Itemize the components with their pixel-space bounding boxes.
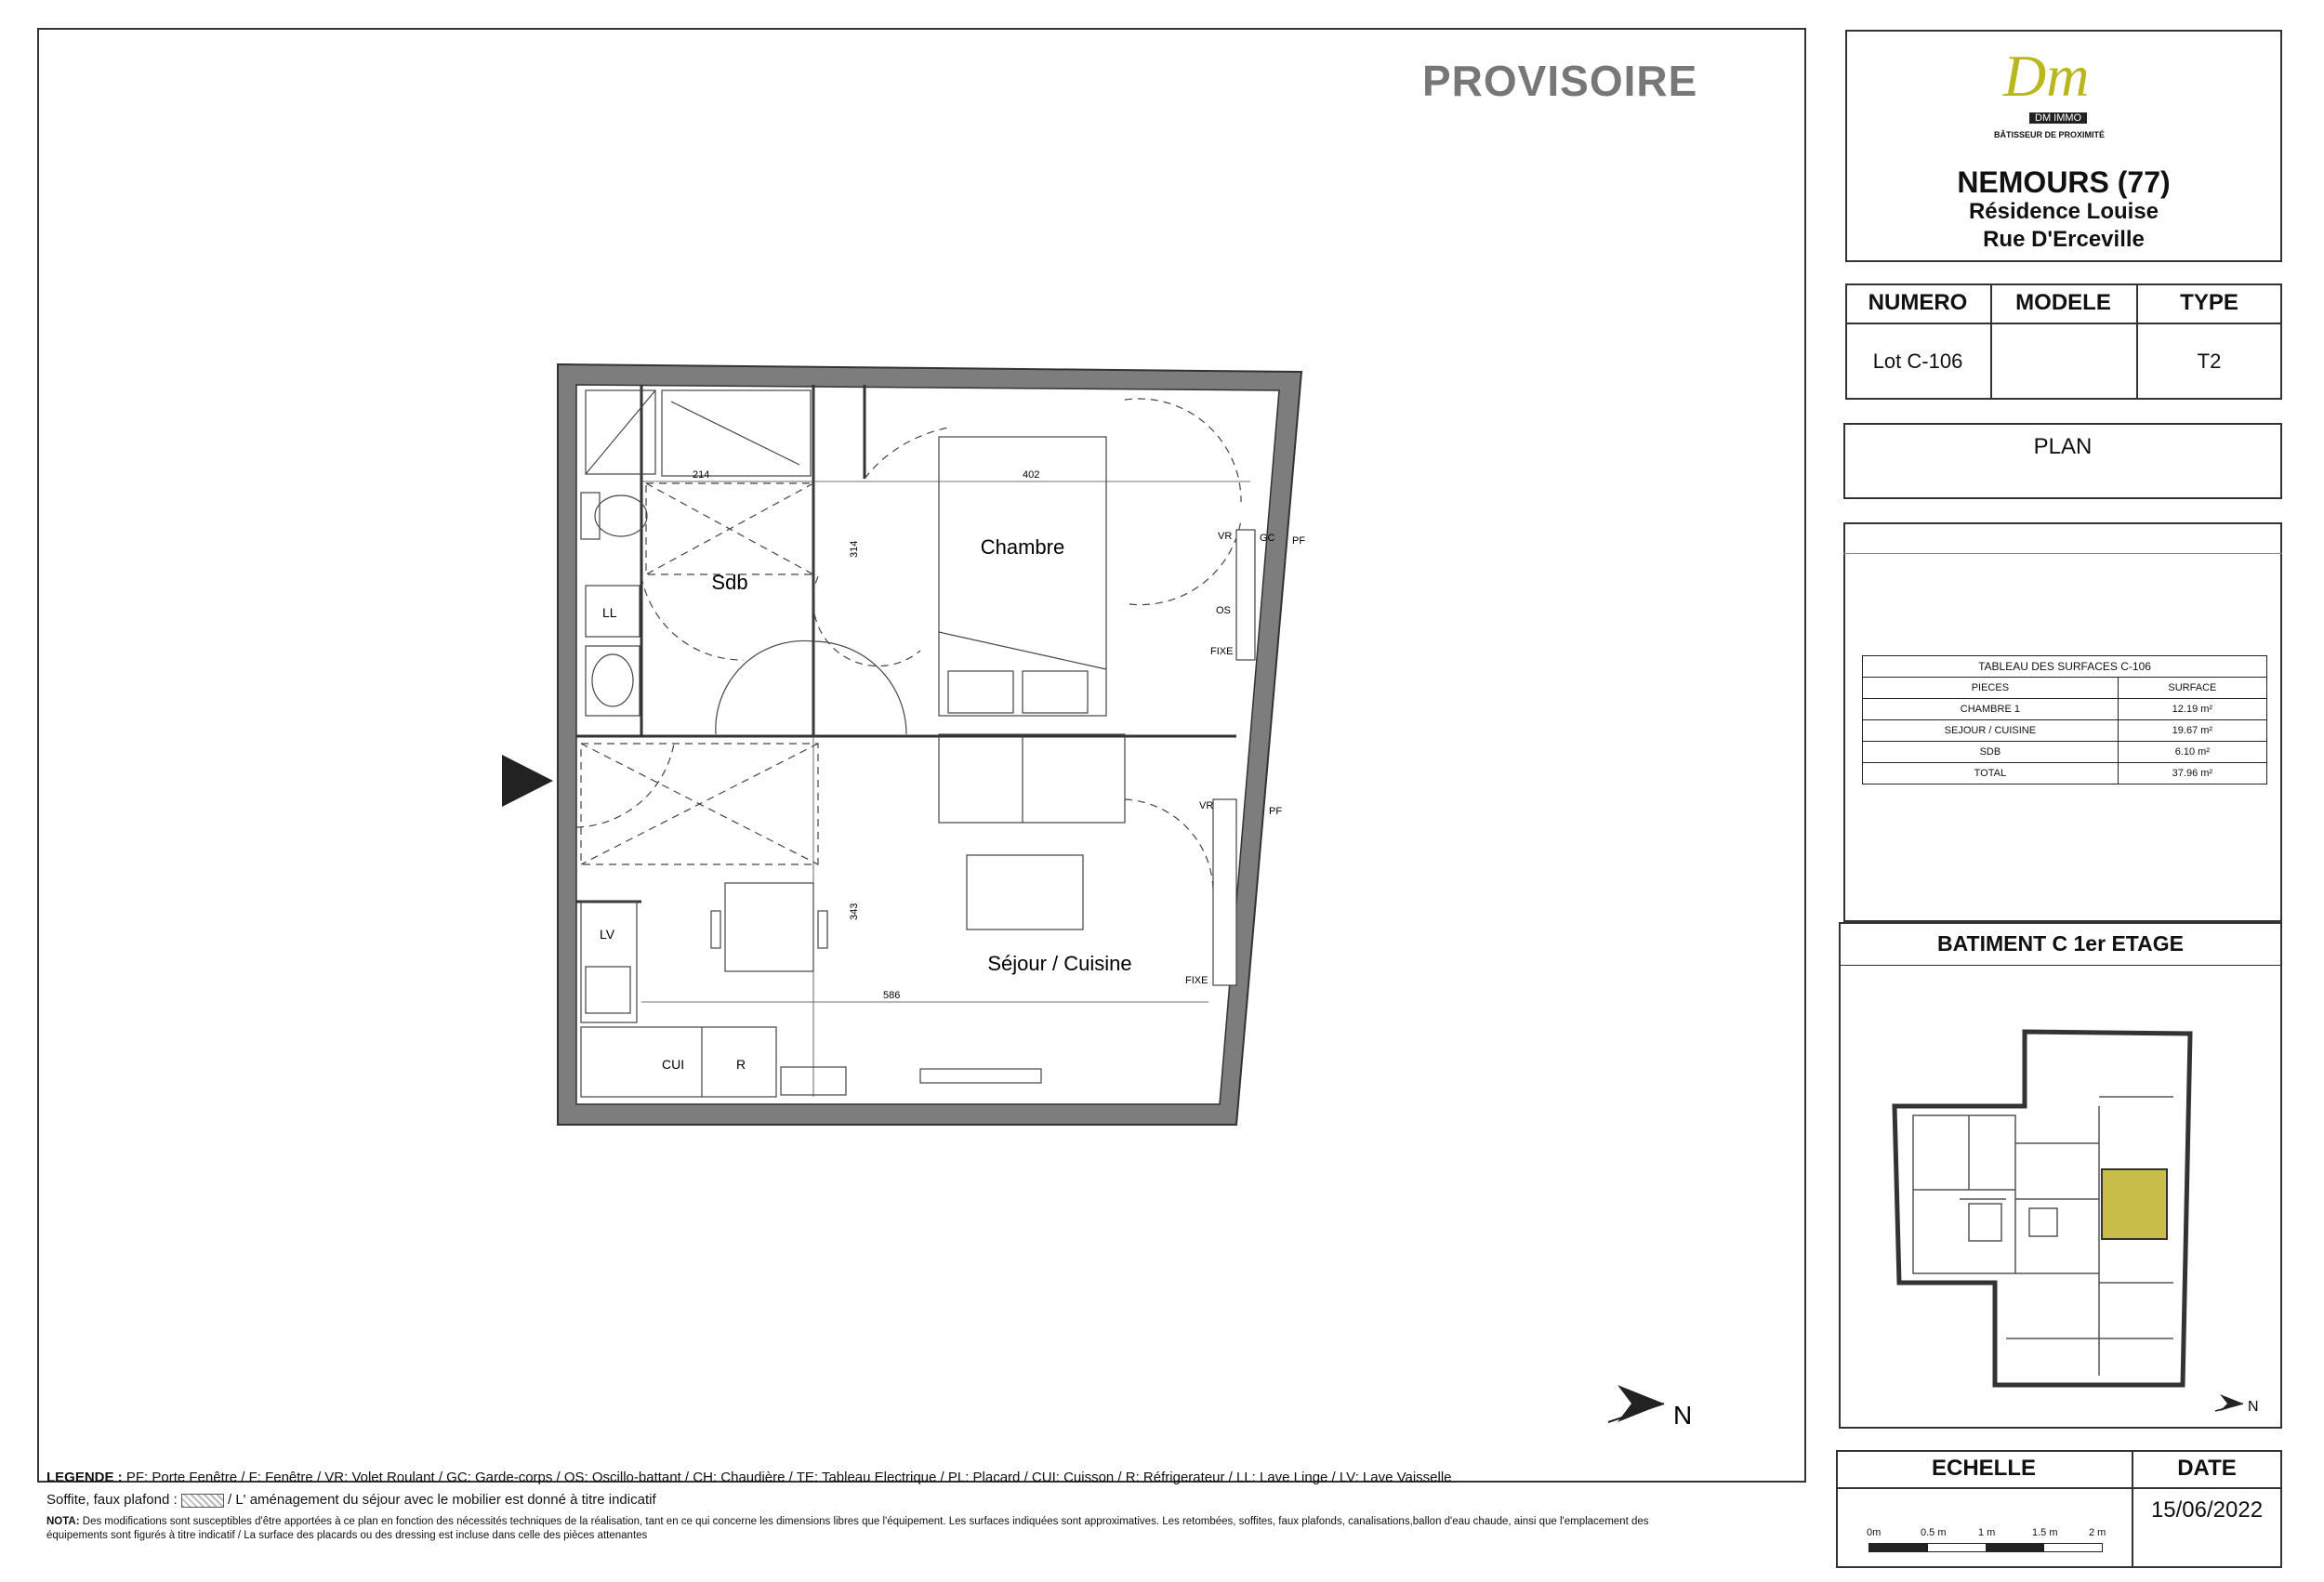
header-type: TYPE: [2180, 290, 2238, 315]
surfaces-title: TABLEAU DES SURFACES C-106: [1863, 656, 2267, 678]
building-label-divider: [1839, 965, 2282, 966]
surfaces-header-pieces: PIECES: [1863, 678, 2119, 699]
fixture-cui: CUI: [662, 1057, 685, 1072]
table-row: [1863, 720, 2267, 742]
surfaces-top-line: [1843, 553, 2282, 554]
logo-sub-label: DM IMMO: [2029, 112, 2087, 124]
fixture-lv: LV: [600, 927, 615, 942]
value-numero: Lot C-106: [1872, 349, 1963, 373]
dim-214: 214: [693, 469, 710, 481]
header-numero: NUMERO: [1868, 290, 1968, 315]
fixture-gc: GC: [1260, 533, 1275, 544]
dm-logo: [1994, 42, 2133, 144]
surface-cell: 37.96 m²: [2118, 763, 2266, 784]
nota-label: NOTA:: [46, 1516, 80, 1527]
table-row: [1863, 742, 2267, 763]
piece-cell: TOTAL: [1863, 763, 2119, 784]
dim-402: 402: [1023, 469, 1040, 481]
scale-bar: [1868, 1543, 2103, 1552]
north-label: N: [1673, 1401, 1693, 1430]
fixture-vr-1: VR: [1218, 531, 1233, 542]
legend-items: PF: Porte Fenêtre / F: Fenêtre / VR: Volet Roulant / GC: Garde-corps / OS: Oscillo-battant / CH: Chaudière / TE: Tableau Electrique / PL: Placard / CUI: Cuisson / R: Réfrigerateur / LL: Lave Linge / LV: Lave Vaisselle: [125, 1470, 1452, 1485]
project-residence: Résidence Louise: [1968, 199, 2159, 224]
scale-tick-3: 1.5 m: [2032, 1527, 2058, 1538]
fixture-pf-1: PF: [1292, 535, 1306, 547]
date-label: DATE: [2177, 1456, 2237, 1481]
legend-line-1: [46, 1469, 1452, 1486]
header-modele: MODELE: [2015, 290, 2111, 315]
logo-script: Dm: [2003, 43, 2090, 109]
fixture-vr-2: VR: [1199, 800, 1214, 811]
building-label: BATIMENT C 1er ETAGE: [1937, 930, 2184, 956]
dim-314: 314: [849, 540, 860, 558]
scale-tick-0: 0m: [1867, 1527, 1882, 1538]
fixture-fixe-1: FIXE: [1210, 646, 1234, 657]
table-row: [1863, 763, 2267, 784]
scale-tick-4: 2 m: [2089, 1527, 2106, 1538]
scale-tick-1: 0.5 m: [1921, 1527, 1947, 1538]
legend-soffite: Soffite, faux plafond :: [46, 1492, 178, 1508]
surface-cell: 6.10 m²: [2118, 742, 2266, 763]
dim-343: 343: [849, 903, 860, 920]
piece-cell: SDB: [1863, 742, 2119, 763]
provisoire-stamp: PROVISOIRE: [1422, 57, 1698, 105]
fixture-os: OS: [1216, 605, 1231, 616]
key-plan-highlighted-lot: [2102, 1169, 2167, 1239]
fixture-ll: LL: [602, 605, 617, 620]
surfaces-header-surface: SURFACE: [2118, 678, 2266, 699]
table-row: [1863, 699, 2267, 720]
piece-cell: CHAMBRE 1: [1863, 699, 2119, 720]
project-city: NEMOURS (77): [1957, 165, 2171, 199]
nota: [46, 1515, 1673, 1543]
date-value: 15/06/2022: [2150, 1497, 2264, 1523]
logo-tagline: BÂTISSEUR DE PROXIMITÉ: [1994, 130, 2106, 139]
room-label-sdb: Sdb: [711, 571, 748, 594]
legend-label: LEGENDE :: [46, 1470, 123, 1485]
soffite-swatch: [181, 1494, 224, 1508]
piece-cell: SEJOUR / CUISINE: [1863, 720, 2119, 742]
fixture-fixe-2: FIXE: [1185, 975, 1208, 986]
key-plan: [1839, 967, 2282, 1429]
value-modele: [1990, 324, 2136, 399]
scale-tick-2: 1 m: [1978, 1527, 1996, 1538]
interior-area: [576, 385, 1279, 1104]
legend-mobilier-note: / L' aménagement du séjour avec le mobilier est donné à titre indicatif: [228, 1492, 656, 1508]
fixture-r: R: [736, 1057, 746, 1072]
entrance-arrow-icon: [502, 755, 553, 807]
surface-cell: 12.19 m²: [2118, 699, 2266, 720]
project-street: Rue D'Erceville: [1983, 227, 2145, 252]
plan-label: PLAN: [2033, 434, 2093, 459]
surface-cell: 19.67 m²: [2118, 720, 2266, 742]
room-label-sejour: Séjour / Cuisine: [987, 952, 1132, 975]
dim-586: 586: [883, 990, 901, 1001]
surfaces-table: [1862, 655, 2267, 784]
fixture-pf-2: PF: [1269, 806, 1283, 817]
nota-text: Des modifications sont susceptibles d'être apportées à ce plan en fonction des nécessités techniques de la réalisation, tant en ce qui concerne les dimensions libres que l'équipement. Les surfaces indiquées sont approximatives. Les retombées, soffites, faux plafonds, canalisations,ballon d'eau chaude, ainsi que l'emplacement des équipements sont figurés à titre indicatif / La surface des placards ou des dressing est incluse dans celle des pièces attenantes: [46, 1516, 1649, 1541]
room-label-chambre: Chambre: [980, 535, 1065, 559]
value-type: T2: [2197, 349, 2222, 373]
key-plan-north-label: N: [2248, 1399, 2259, 1415]
scale-label: ECHELLE: [1931, 1456, 2036, 1481]
legend-line-2: [46, 1491, 656, 1509]
